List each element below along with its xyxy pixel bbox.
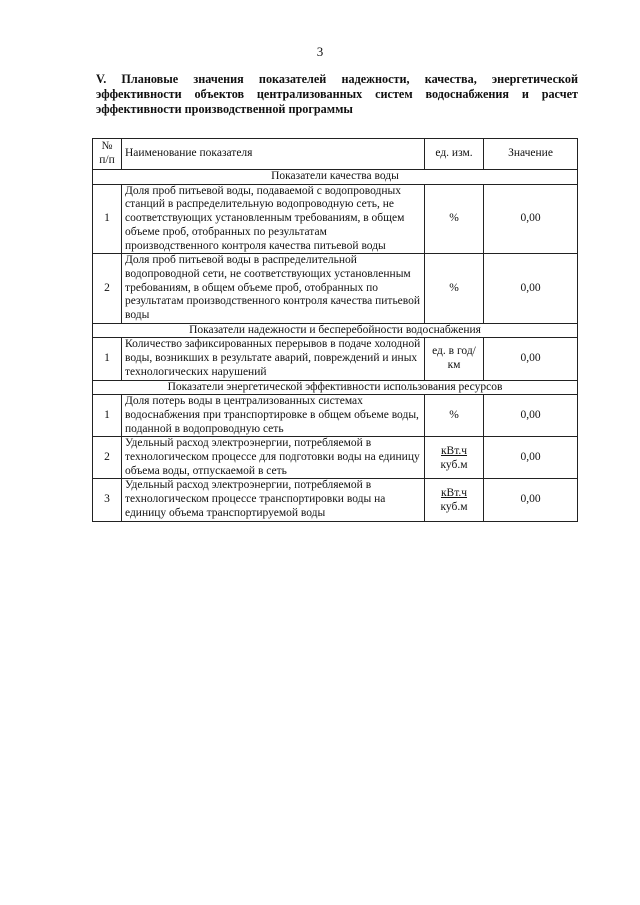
table-row	[93, 437, 578, 479]
section-title: Показатели качества воды	[93, 170, 578, 185]
unit-fraction	[440, 444, 467, 472]
page-number: 3	[316, 44, 324, 59]
section-title: Показатели энергетической эффективности использования ресурсов	[93, 380, 578, 395]
row-unit: %	[425, 395, 484, 437]
row-value: 0,00	[484, 184, 578, 254]
unit-numerator: кВт.ч	[440, 444, 468, 457]
table-row	[93, 254, 578, 324]
table-row	[93, 479, 578, 521]
row-num: 1	[93, 184, 122, 254]
header-num: № п/п	[93, 139, 122, 170]
header-value: Значение	[484, 139, 578, 170]
unit-denominator: куб.м	[440, 500, 468, 513]
row-name: Удельный расход электроэнергии, потребляемой в технологическом процессе для подготовки воды на единицу объема воды, отпускаемой в сеть	[122, 437, 425, 479]
row-unit	[425, 479, 484, 521]
table-row	[93, 395, 578, 437]
row-num: 1	[93, 338, 122, 380]
row-name: Доля проб питьевой воды в распределительной водопроводной сети, не соответствующих установленным требованиям, в общем объеме проб, отобранных по результатам производственного контроля качества питьевой воды	[122, 254, 425, 324]
section-row	[93, 323, 578, 338]
row-unit: %	[425, 254, 484, 324]
row-value: 0,00	[484, 254, 578, 324]
unit-denominator: куб.м	[440, 458, 468, 471]
row-name: Количество зафиксированных перерывов в подаче холодной воды, возникших в результате аварий, повреждений и иных технологических нарушений	[122, 338, 425, 380]
row-num: 2	[93, 254, 122, 324]
row-unit: ед. в год/ км	[425, 338, 484, 380]
section-heading: V. Плановые значения показателей надежности, качества, энергетической эффективности объектов централизованных систем водоснабжения и расчет эффективности производственной программы	[96, 72, 578, 116]
section-row	[93, 170, 578, 185]
header-name: Наименование показателя	[122, 139, 425, 170]
row-value: 0,00	[484, 338, 578, 380]
row-value: 0,00	[484, 479, 578, 521]
table-header-row	[93, 139, 578, 170]
row-unit: %	[425, 184, 484, 254]
unit-numerator: кВт.ч	[440, 486, 468, 499]
header-unit: ед. изм.	[425, 139, 484, 170]
section-title: Показатели надежности и бесперебойности водоснабжения	[93, 323, 578, 338]
row-unit	[425, 437, 484, 479]
row-value: 0,00	[484, 437, 578, 479]
row-num: 3	[93, 479, 122, 521]
table-row	[93, 338, 578, 380]
row-name: Удельный расход электроэнергии, потребляемой в технологическом процессе транспортировки воды на единицу объема транспортируемой воды	[122, 479, 425, 521]
row-value: 0,00	[484, 395, 578, 437]
row-name: Доля потерь воды в централизованных системах водоснабжения при транспортировке в общем объеме воды, поданной в водопроводную сеть	[122, 395, 425, 437]
row-num: 1	[93, 395, 122, 437]
row-name: Доля проб питьевой воды, подаваемой с водопроводных станций в распределительную водопроводную сеть, не соответствующих установленным требованиям, в общем объеме проб, отобранных по результатам производственного контроля качества питьевой воды	[122, 184, 425, 254]
row-num: 2	[93, 437, 122, 479]
unit-fraction	[440, 486, 467, 514]
table-row	[93, 184, 578, 254]
section-row	[93, 380, 578, 395]
indicators-table	[92, 138, 578, 522]
